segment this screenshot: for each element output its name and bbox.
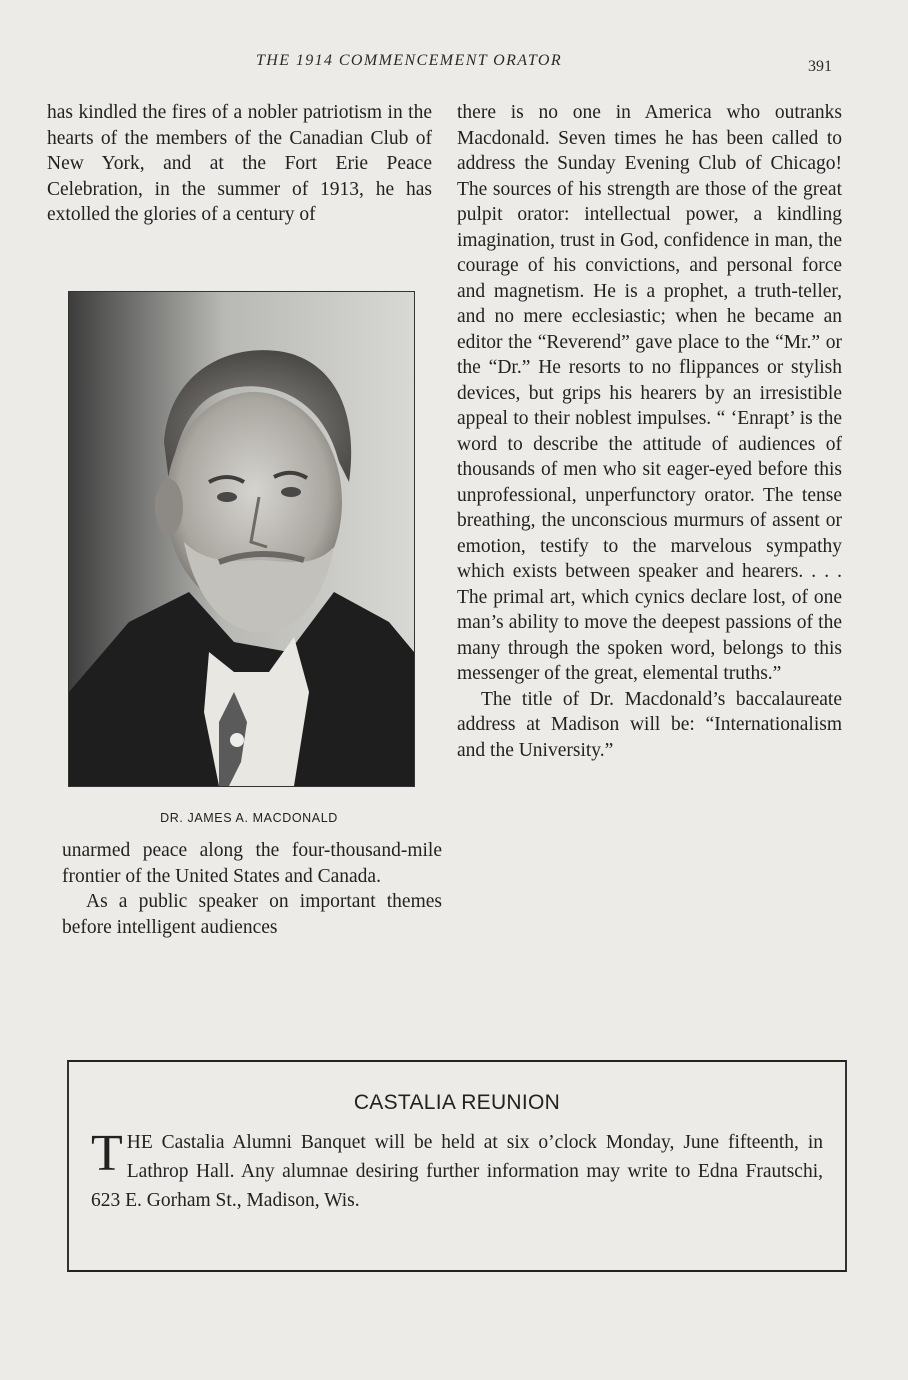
portrait-caption: DR. JAMES A. MACDONALD <box>160 811 338 825</box>
portrait-illustration <box>69 292 414 786</box>
running-title: THE 1914 COMMENCEMENT ORATOR <box>256 52 563 69</box>
portrait-photo <box>68 291 415 787</box>
drop-cap: T <box>91 1125 123 1182</box>
left-column-top <box>47 100 432 228</box>
right-paragraph-1: there is no one in America who outranks Macdonald. Seven times he has been called to address the Sunday Evening Club of Chicago! The sources of his strength are those of the great pulpit orator: intellectual power, a kindling imagination, trust in God, confidence in man, the courage of his convictions, and personal force and magnetism. He is a prophet, a truth-teller, and no mere ecclesiastic; when he became an editor the “Reverend” gave place to the “Mr.” or the “Dr.” He resorts to no flippances or stylish devices, but grips his hearers by an irresistible appeal to their noblest impulses. “ ‘Enrapt’ is the word to describe the attitude of audiences of thousands of men who sit eager-eyed before this unprofessional, unperfunctory orator. The tense breathing, the unconscious murmurs of assent or emotion, testify to the marvelous sympathy which exists between speaker and hearers. . . . The primal art, which cynics declare lost, of one man’s ability to move the deepest passions of the many through the spoken word, belongs to this messenger of the great, elemental truths.” <box>457 102 842 684</box>
right-paragraph-2: The title of Dr. Macdonald’s baccalaureate address at Madison will be: “Internationalism and the University.” <box>457 688 842 761</box>
right-column <box>457 100 842 763</box>
page-number: 391 <box>808 58 832 75</box>
page-header <box>0 50 908 80</box>
notice-body: HE Castalia Alumni Banquet will be held at six o’clock Monday, June fifteenth, in Lathrop Hall. Any alumnae desiring further information may write to Edna Frautschi, 623 E. Gorham St., Madison, Wis. <box>91 1132 823 1211</box>
left-paragraph-1: has kindled the fires of a nobler patriotism in the hearts of the members of the Canadian Club of New York, and at the Fort Erie Peace Celebration, in the summer of 1913, he has extolled the glories of a century of <box>47 102 432 225</box>
left-paragraph-continuation: unarmed peace along the four-thousand-mile frontier of the United States and Canada. <box>62 840 442 887</box>
notice-body-container <box>91 1125 823 1215</box>
left-paragraph-2: As a public speaker on important themes before intelligent audiences <box>62 891 442 938</box>
left-column-bottom <box>62 838 442 940</box>
notice-title: CASTALIA REUNION <box>353 1091 561 1114</box>
castalia-reunion-notice <box>67 1060 847 1272</box>
